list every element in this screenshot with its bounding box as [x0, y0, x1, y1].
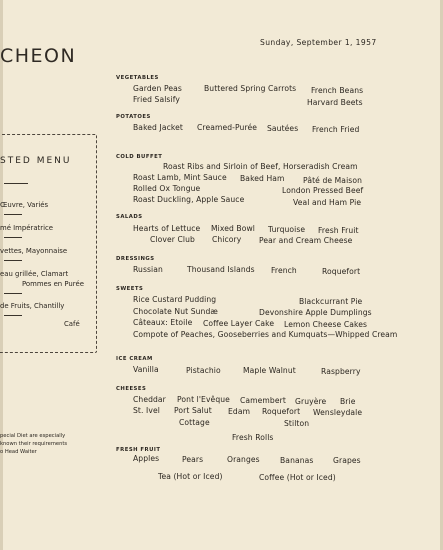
menu-item: Devonshire Apple Dumplings	[259, 308, 372, 317]
menu-item: Turquoise	[268, 225, 306, 234]
menu-item: Fresh Rolls	[232, 433, 274, 442]
menu-item: Lemon Cheese Cakes	[284, 320, 368, 329]
menu-item: French Fried	[312, 125, 360, 134]
left-item: vettes, Mayonnaise	[0, 247, 68, 255]
divider	[4, 260, 22, 261]
menu-item: Pâté de Maison	[303, 176, 362, 185]
menu-item: Rolled Ox Tongue	[133, 184, 201, 193]
menu-item: Roquefort	[262, 407, 301, 416]
menu-item: Baked Ham	[240, 174, 285, 183]
menu-item: Tea (Hot or Iced)	[158, 472, 223, 481]
menu-item: Camembert	[240, 396, 286, 405]
menu-item: Mixed Bowl	[211, 224, 256, 233]
diet-note-line: known their requirements	[0, 441, 68, 447]
menu-item: Garden Peas	[133, 84, 182, 93]
menu-item: Harvard Beets	[307, 98, 363, 107]
menu-item: Veal and Ham Pie	[293, 198, 362, 207]
menu-item: Rice Custard Pudding	[133, 295, 217, 304]
menu-item: Vanilla	[133, 365, 159, 374]
menu-item: Stilton	[284, 419, 310, 428]
menu-date: Sunday, September 1, 1957	[260, 38, 377, 47]
menu-item: Compote of Peaches, Gooseberries and Kumquats—Whipped Cream	[133, 330, 398, 339]
left-item: de Fruits, Chantilly	[0, 302, 65, 310]
section-heading-sweets: SWEETS	[116, 286, 144, 292]
section-heading-fresh-fruit: FRESH FRUIT	[116, 447, 161, 453]
menu-item: Fresh Fruit	[318, 226, 359, 235]
menu-item: Maple Walnut	[243, 366, 296, 375]
divider	[4, 315, 22, 316]
menu-item: Gruyère	[295, 397, 327, 406]
menu-item: Grapes	[333, 456, 361, 465]
menu-item: Edam	[228, 407, 251, 416]
diet-note-line: pecial Diet are especially	[0, 433, 66, 439]
section-heading-ice-cream: ICE CREAM	[116, 356, 153, 362]
menu-item: Coffee (Hot or Iced)	[259, 473, 336, 482]
diet-note-line: o Head Waiter	[0, 449, 37, 455]
menu-item: Roast Duckling, Apple Sauce	[133, 195, 245, 204]
menu-item: Roast Lamb, Mint Sauce	[133, 173, 227, 182]
menu-item: Thousand Islands	[187, 265, 255, 274]
set-menu-box	[0, 134, 97, 353]
menu-item: Fried Salsify	[133, 95, 180, 104]
menu-item: Pont l'Evêque	[177, 395, 230, 404]
menu-item: Chicory	[212, 235, 242, 244]
section-heading-dressings: DRESSINGS	[116, 256, 155, 262]
menu-item: St. Ivel	[133, 406, 160, 415]
left-item: Pommes en Purée	[22, 280, 84, 288]
menu-item: Raspberry	[321, 367, 361, 376]
menu-item: Pistachio	[186, 366, 221, 375]
menu-item: Câteaux: Etoile	[133, 318, 193, 327]
menu-item: Pear and Cream Cheese	[259, 236, 353, 245]
menu-item: Baked Jacket	[133, 123, 183, 132]
divider	[4, 214, 22, 215]
menu-item: Creamed-Purée	[197, 123, 258, 132]
menu-item: Oranges	[227, 455, 260, 464]
section-heading-potatoes: POTATOES	[116, 114, 151, 120]
menu-item: Wensleydale	[313, 408, 363, 417]
menu-item: Roast Ribs and Sirloin of Beef, Horseradish Cream	[163, 162, 358, 171]
menu-item: London Pressed Beef	[282, 186, 364, 195]
divider	[4, 183, 28, 184]
menu-item: Cottage	[179, 418, 210, 427]
section-heading-cheeses: CHEESES	[116, 386, 147, 392]
menu-item: Chocolate Nut Sundæ	[133, 307, 218, 316]
menu-item: Sautées	[267, 124, 299, 133]
menu-item: Hearts of Lettuce	[133, 224, 201, 233]
divider	[4, 293, 22, 294]
divider	[4, 237, 22, 238]
menu-item: Pears	[182, 455, 204, 464]
menu-item: Apples	[133, 454, 160, 463]
menu-item: Bananas	[280, 456, 314, 465]
menu-item: French Beans	[311, 86, 364, 95]
section-heading-salads: SALADS	[116, 214, 143, 220]
left-item: Œuvre, Variés	[0, 201, 49, 209]
menu-item: Cheddar	[133, 395, 166, 404]
menu-item: Russian	[133, 265, 163, 274]
left-item: eau grillée, Clamart	[0, 270, 69, 278]
menu-item: Blackcurrant Pie	[299, 297, 363, 306]
menu-item: French	[271, 266, 297, 275]
menu-item: Coffee Layer Cake	[203, 319, 275, 328]
menu-item: Port Salut	[174, 406, 212, 415]
left-item: mé Impératrice	[0, 224, 54, 232]
menu-title: CHEON	[0, 45, 77, 67]
menu-item: Buttered Spring Carrots	[204, 84, 297, 93]
menu-item: Clover Club	[150, 235, 195, 244]
section-heading-cold-buffet: COLD BUFFET	[116, 154, 163, 160]
left-item: Café	[64, 320, 80, 328]
menu-item: Roquefort	[322, 267, 361, 276]
set-menu-heading: STED MENU	[0, 156, 72, 166]
menu-item: Brie	[340, 397, 356, 406]
section-heading-vegetables: VEGETABLES	[116, 75, 159, 81]
